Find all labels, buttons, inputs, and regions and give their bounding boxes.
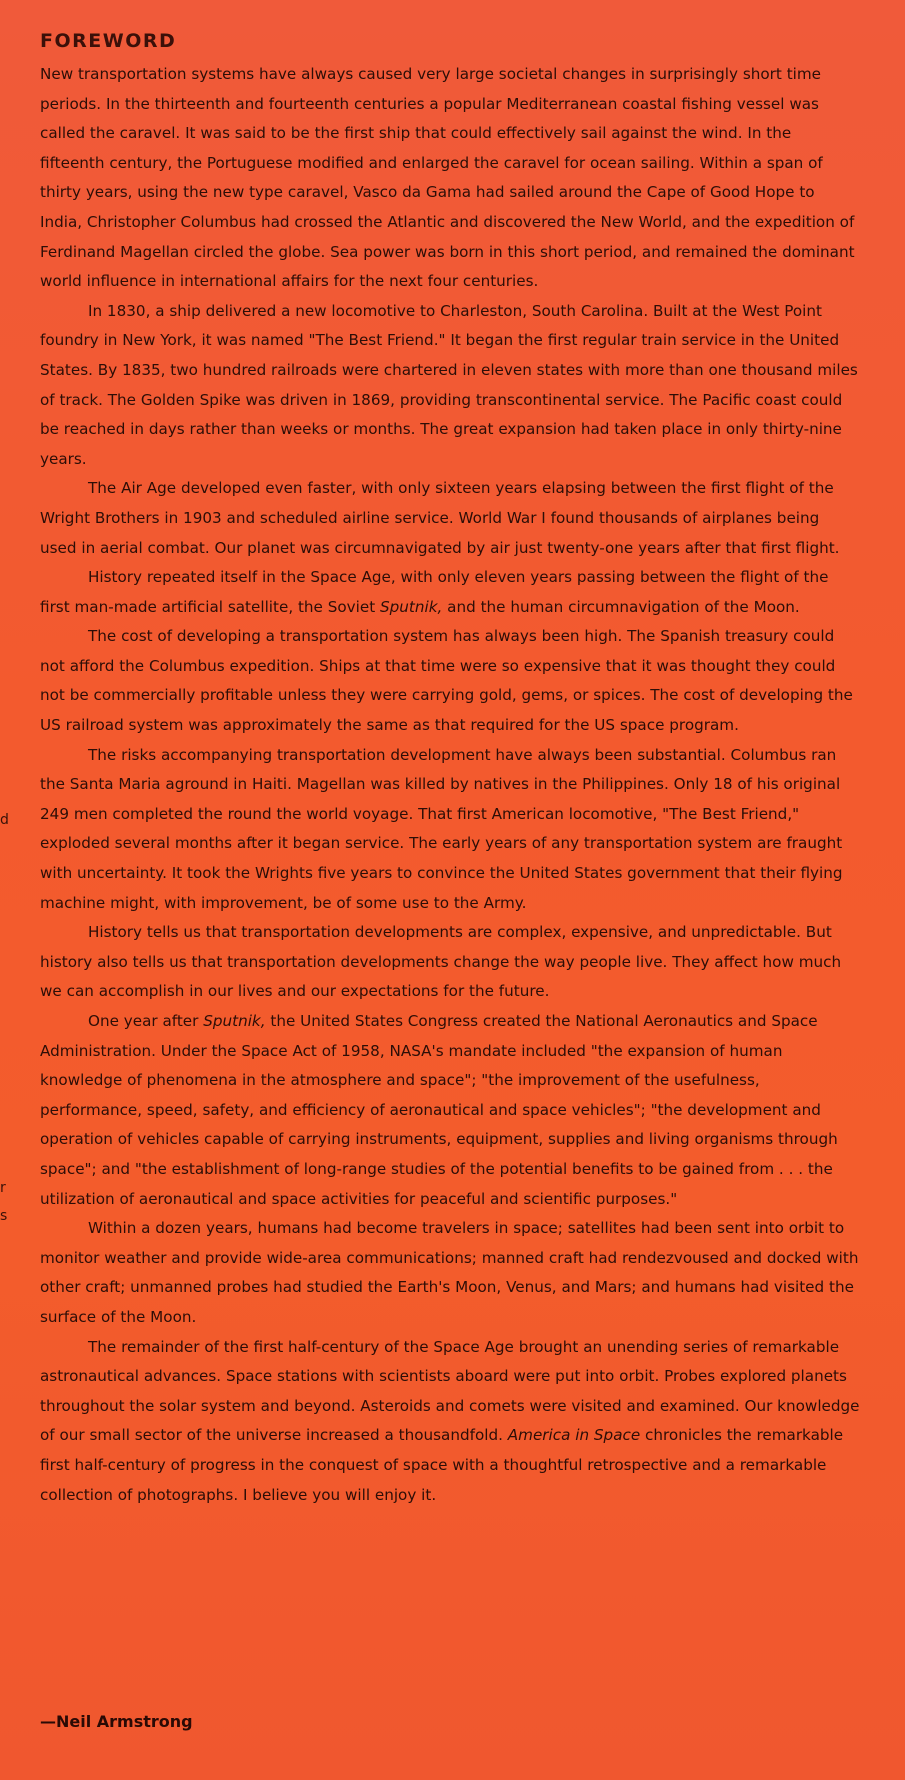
- paragraph-1: New transportation systems have always caused very large societal changes in surprisingly short time periods. In the thirteenth and fourteenth centuries a popular Mediterranean coastal fishing vessel was called the caravel. It was said to be the first ship that could effectively sail against the wind. In the fifteenth century, the Portuguese modified and enlarged the caravel for ocean sailing. Within a span of thirty years, using the new type caravel, Vasco da Gama had sailed around the Cape of Good Hope to India, Christopher Columbus had crossed the Atlantic and discovered the New World, and the expedition of Ferdinand Magellan circled the globe. Sea power was born in this short period, and remained the dominant world influence in international affairs for the next four centuries.: [40, 65, 855, 291]
- edge-mark-d: d: [0, 812, 9, 828]
- paragraph-4: [40, 563, 860, 622]
- paragraph-9: Within a dozen years, humans had become travelers in space; satellites had been sent into orbit to monitor weather and provide wide-area communications; manned craft had rendezvoused and docked with other craft; unmanned probes had studied the Earth's Moon, Venus, and Mars; and humans had visited the surface of the Moon.: [40, 1219, 859, 1326]
- signature: —Neil Armstrong: [40, 1712, 193, 1731]
- paragraph-10-after: chronicles the remarkable first half-century of progress in the conquest of space with a thoughtful retrospective and a remarkable collection of photographs. I believe you will enjoy it.: [40, 1426, 844, 1504]
- paragraph-4-italic: Sputnik,: [380, 597, 443, 616]
- paragraph-3: The Air Age developed even faster, with only sixteen years elapsing between the first flight of the Wright Brothers in 1903 and scheduled airline service. World War I found thousands of airplanes being used in aerial combat. Our planet was circumnavigated by air just twenty-one years after that first flight.: [40, 479, 840, 557]
- paragraph-4-after: and the human circumnavigation of the Moon.: [442, 597, 800, 616]
- edge-mark-s: s: [0, 1208, 8, 1224]
- paragraph-8-after: the United States Congress created the National Aeronautics and Space Administration. Under the Space Act of 1958, NASA's mandate included "the expansion of human knowledge of phenomena in the atmosphere and space"; "the improvement of the usefulness, performance, speed, safety, and efficiency of aeronautical and space vehicles"; "the development and operation of vehicles capable of carrying instruments, equipment, supplies and living organisms through space"; and "the establishment of long-range studies of the potential benefits to be gained from . . . the utilization of aeronautical and space activities for peaceful and scientific purposes.": [40, 1012, 838, 1208]
- edge-mark-r: r: [0, 1180, 6, 1196]
- paragraph-8-italic: Sputnik,: [203, 1012, 266, 1030]
- paragraph-10-before: The remainder of the first half-century of the Space Age brought an unending series of remarkable astronautical advances. Space stations with scientists aboard were put into orbit. Probes explored planets throughout the solar system and beyond. Asteroids and comets were visited and examined. Our knowledge of our small sector of the universe increased a thousandfold.: [40, 1337, 860, 1445]
- paragraph-6: The risks accompanying transportation development have always been substantial. Columbus ran the Santa Maria aground in Haiti. Magellan was killed by natives in the Philippines. Only 18 of his original 249 men completed the round the world voyage. That first American locomotive, "The Best Friend," exploded several months after it began service. The early years of any transportation system are fraught with uncertainty. It took the Wrights five years to convince the United States government that their flying machine might, with improvement, be of some use to the Army.: [40, 745, 843, 912]
- paragraph-5: The cost of developing a transportation system has always been high. The Spanish treasury could not afford the Columbus expedition. Ships at that time were so expensive that it was thought they could not be commercially profitable unless they were carrying gold, gems, or spices. The cost of developing the US railroad system was approximately the same as that required for the US space program.: [40, 627, 853, 735]
- foreword-page: [40, 30, 860, 1510]
- paragraph-8: [40, 1007, 860, 1214]
- paragraph-2: In 1830, a ship delivered a new locomotive to Charleston, South Carolina. Built at the West Point foundry in New York, it was named "The Best Friend." It began the first regular train service in the United States. By 1835, two hundred railroads were chartered in eleven states with more than one thousand miles of track. The Golden Spike was driven in 1869, providing transcontinental service. The Pacific coast could be reached in days rather than weeks or months. The great expansion had taken place in only thirty-nine years.: [40, 301, 858, 468]
- paragraph-10: [40, 1333, 860, 1511]
- paragraph-7: History tells us that transportation developments are complex, expensive, and unpredictable. But history also tells us that transportation developments change the way people live. They affect how much we can accomplish in our lives and our expectations for the future.: [40, 923, 842, 1001]
- foreword-heading: FOREWORD: [40, 30, 177, 52]
- paragraph-4-before: History repeated itself in the Space Age, with only eleven years passing between the flight of the first man-made artificial satellite, the Soviet: [40, 568, 829, 616]
- paragraph-8-before: One year after: [88, 1012, 204, 1030]
- paragraph-10-italic: America in Space: [507, 1426, 641, 1445]
